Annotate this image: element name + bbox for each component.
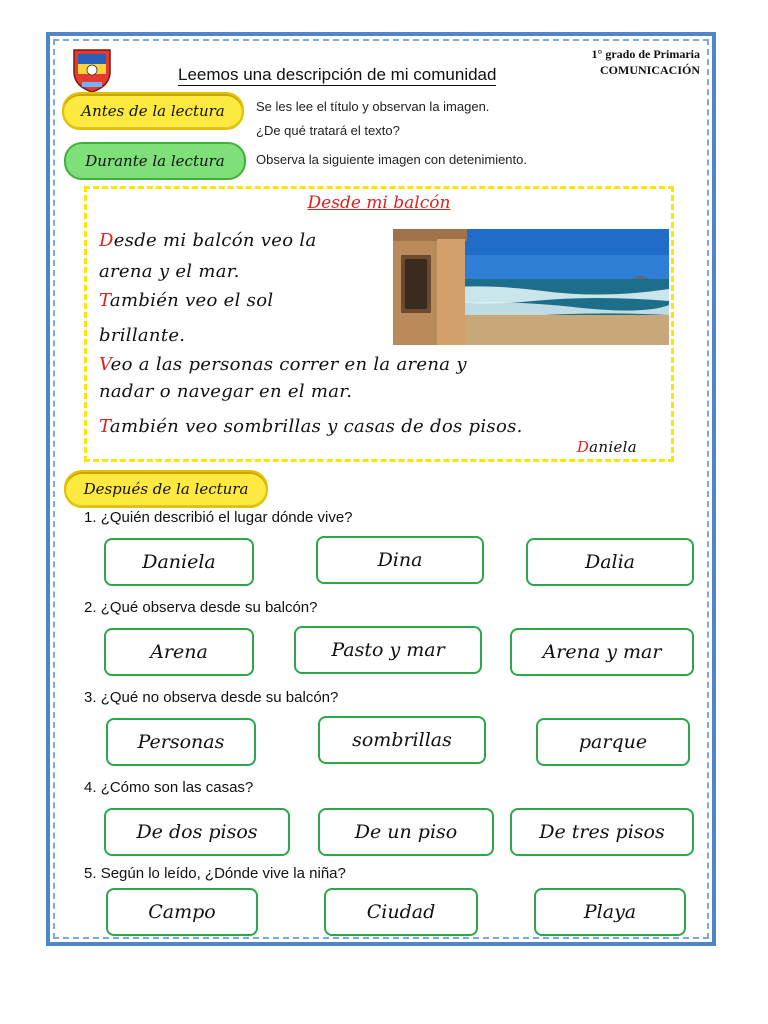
q3-option-c[interactable]: parque xyxy=(536,718,690,766)
grade-header xyxy=(592,46,700,78)
initial-v: V xyxy=(99,354,111,375)
text: ambién veo sombrillas y casas de dos pisos. xyxy=(109,416,523,437)
question-3 xyxy=(84,689,338,706)
paragraph-2-line-2: brillante. xyxy=(99,325,186,346)
question-2 xyxy=(84,599,318,616)
question-number: 1. xyxy=(84,509,97,526)
q1-option-c[interactable]: Dalia xyxy=(526,538,694,586)
q4-option-a[interactable]: De dos pisos xyxy=(104,808,290,856)
question-number: 5. xyxy=(84,865,97,882)
question-1 xyxy=(84,509,353,526)
question-text: ¿Cómo son las casas? xyxy=(100,779,254,796)
paragraph-1-line-1 xyxy=(99,225,316,256)
q5-option-a[interactable]: Campo xyxy=(106,888,258,936)
during-reading-badge: Durante la lectura xyxy=(64,142,246,180)
before-reading-instruction-2: ¿De qué tratará el texto? xyxy=(256,123,400,138)
q4-option-b[interactable]: De un piso xyxy=(318,808,494,856)
worksheet-frame xyxy=(46,32,716,946)
paragraph-2-line-1 xyxy=(99,285,273,316)
q1-option-a[interactable]: Daniela xyxy=(104,538,254,586)
initial-t: T xyxy=(99,290,110,311)
q4-option-c[interactable]: De tres pisos xyxy=(510,808,694,856)
question-text: ¿Qué no observa desde su balcón? xyxy=(100,689,339,706)
q2-option-a[interactable]: Arena xyxy=(104,628,254,676)
question-number: 2. xyxy=(84,599,97,616)
paragraph-1 xyxy=(99,225,316,287)
text: ambién veo el sol xyxy=(109,290,274,311)
school-shield-icon xyxy=(70,46,114,94)
paragraph-3 xyxy=(99,349,467,407)
before-reading-instruction-1: Se les lee el título y observan la imagen. xyxy=(256,99,490,114)
question-text: ¿Qué observa desde su balcón? xyxy=(100,599,318,616)
paragraph-2 xyxy=(99,285,273,351)
signature xyxy=(577,437,637,457)
page-title: Leemos una descripción de mi comunidad xyxy=(178,65,497,84)
initial-d: D xyxy=(99,230,114,251)
paragraph-1-line-2: arena y el mar. xyxy=(99,261,240,282)
during-reading-instruction: Observa la siguiente imagen con detenimiento. xyxy=(256,152,527,167)
question-text: ¿Quién describió el lugar dónde vive? xyxy=(100,509,353,526)
q5-option-c[interactable]: Playa xyxy=(534,888,686,936)
q3-option-b[interactable]: sombrillas xyxy=(318,716,486,764)
question-text: Según lo leído, ¿Dónde vive la niña? xyxy=(100,865,346,882)
after-reading-badge: Después de la lectura xyxy=(64,470,268,508)
q2-option-c[interactable]: Arena y mar xyxy=(510,628,694,676)
subject-label: COMUNICACIÓN xyxy=(600,63,700,77)
question-4 xyxy=(84,779,253,796)
paragraph-4 xyxy=(99,411,523,442)
text: esde mi balcón veo la xyxy=(113,230,317,251)
signature-text: aniela xyxy=(589,438,637,456)
beach-balcony-photo xyxy=(393,229,669,345)
reading-box xyxy=(84,186,674,462)
grade-label: 1° grado de Primaria xyxy=(591,47,700,61)
q5-option-b[interactable]: Ciudad xyxy=(324,888,478,936)
q2-option-b[interactable]: Pasto y mar xyxy=(294,626,482,674)
before-reading-badge: Antes de la lectura xyxy=(62,92,244,130)
initial-d-2: D xyxy=(576,438,590,456)
question-number: 4. xyxy=(84,779,97,796)
question-number: 3. xyxy=(84,689,97,706)
text: eo a las personas correr en la arena y xyxy=(110,354,467,375)
q1-option-b[interactable]: Dina xyxy=(316,536,484,584)
paragraph-3-line-2: nadar o navegar en el mar. xyxy=(99,381,353,402)
question-5 xyxy=(84,865,346,882)
reading-title: Desde mi balcón xyxy=(307,193,451,213)
initial-t-2: T xyxy=(99,416,110,437)
q3-option-a[interactable]: Personas xyxy=(106,718,256,766)
